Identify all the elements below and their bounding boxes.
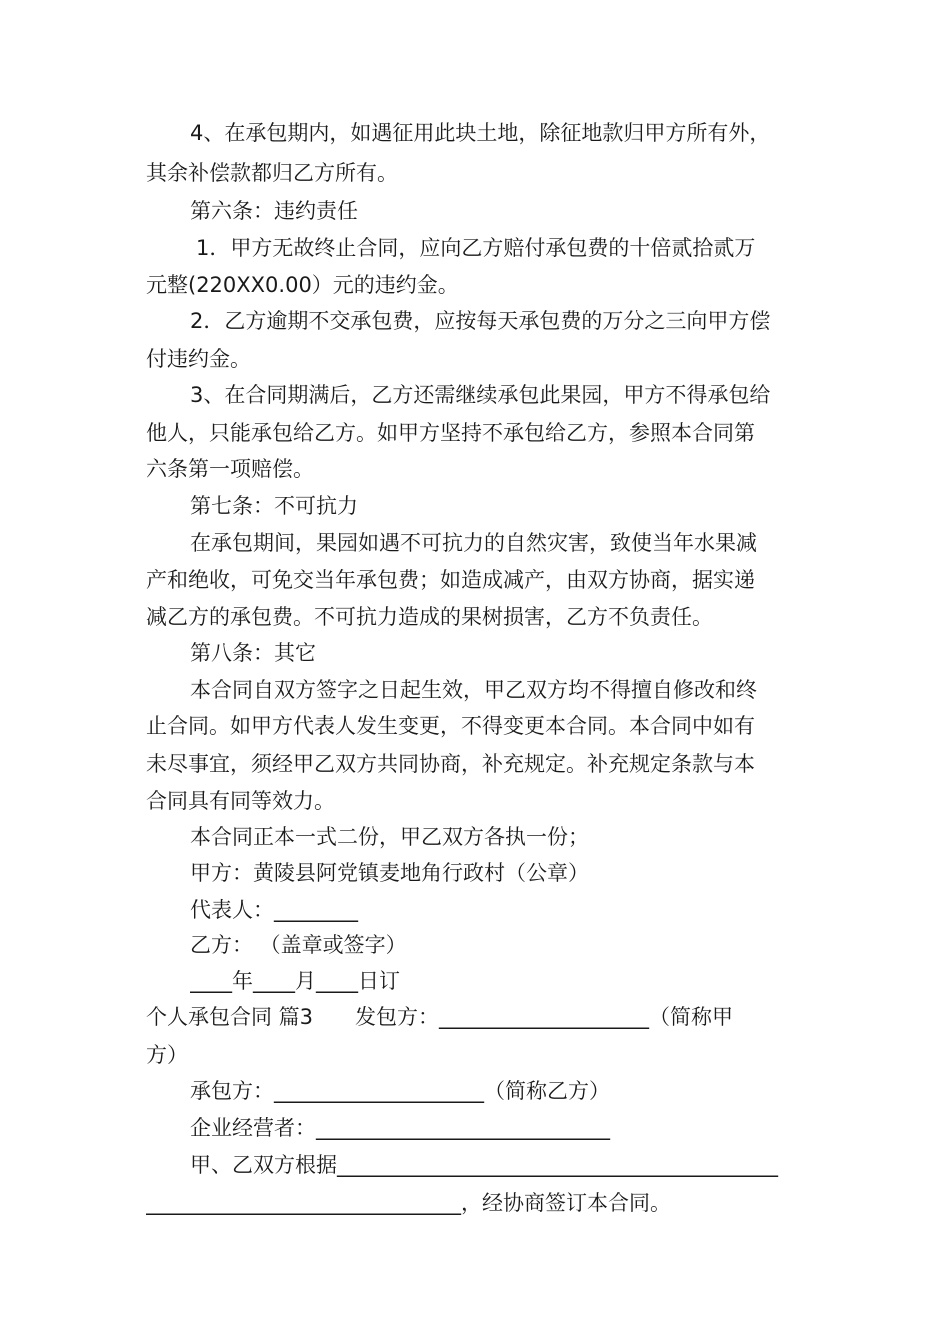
text-line: 付违约金。 xyxy=(146,347,251,371)
text-line: 其余补偿款都归乙方所有。 xyxy=(146,161,398,185)
text-line: 在承包期间，果园如遇不可抗力的自然灾害，致使当年水果减 xyxy=(190,531,757,555)
text-line: 1．甲方无故终止合同，应向乙方赔付承包费的十倍贰拾贰万 xyxy=(196,236,756,260)
basis-line-continued: ______________________________，经协商签订本合同。 xyxy=(146,1191,671,1215)
party-b-line: 乙方： （盖章或签字） xyxy=(190,933,407,957)
text-line: 他人，只能承包给乙方。如甲方坚持不承包给乙方，参照本合同第 xyxy=(146,421,755,445)
basis-line: 甲、乙双方根据__________________________________________ xyxy=(190,1153,778,1177)
text-line: 止合同。如甲方代表人发生变更，不得变更本合同。本合同中如有 xyxy=(146,714,755,738)
text-line: 产和绝收，可免交当年承包费；如造成减产，由双方协商，据实递 xyxy=(146,568,755,592)
representative-line: 代表人：________ xyxy=(190,898,358,922)
section-heading: 第六条：违约责任 xyxy=(190,199,358,223)
date-line: ____年____月____日订 xyxy=(190,969,400,993)
text-line: 减乙方的承包费。不可抗力造成的果树损害，乙方不负责任。 xyxy=(146,605,713,629)
text-line: 六条第一项赔偿。 xyxy=(146,457,314,481)
contractor-line: 承包方：____________________（简称乙方） xyxy=(190,1079,610,1103)
text-line: 2．乙方逾期不交承包费，应按每天承包费的万分之三向甲方偿 xyxy=(190,309,771,333)
text-line: 本合同自双方签字之日起生效，甲乙双方均不得擅自修改和终 xyxy=(190,678,757,702)
party-a-line: 甲方：黄陵县阿党镇麦地角行政村（公章） xyxy=(190,861,589,885)
section-heading: 第八条：其它 xyxy=(190,641,316,665)
contract-title-line: 个人承包合同 篇3 发包方：____________________（简称甲 xyxy=(146,1005,734,1029)
section-heading: 第七条：不可抗力 xyxy=(190,494,358,518)
text-line: 未尽事宜，须经甲乙双方共同协商，补充规定。补充规定条款与本 xyxy=(146,752,755,776)
operator-line: 企业经营者：____________________________ xyxy=(190,1116,610,1140)
text-line: 元整(220XX0.00）元的违约金。 xyxy=(146,273,459,297)
text-line: 3、在合同期满后，乙方还需继续承包此果园，甲方不得承包给 xyxy=(190,383,771,407)
text-line: 本合同正本一式二份，甲乙双方各执一份； xyxy=(190,825,589,849)
text-line: 方） xyxy=(146,1043,188,1067)
text-line: 合同具有同等效力。 xyxy=(146,789,335,813)
text-line: 4、在承包期内，如遇征用此块土地，除征地款归甲方所有外， xyxy=(190,121,771,145)
